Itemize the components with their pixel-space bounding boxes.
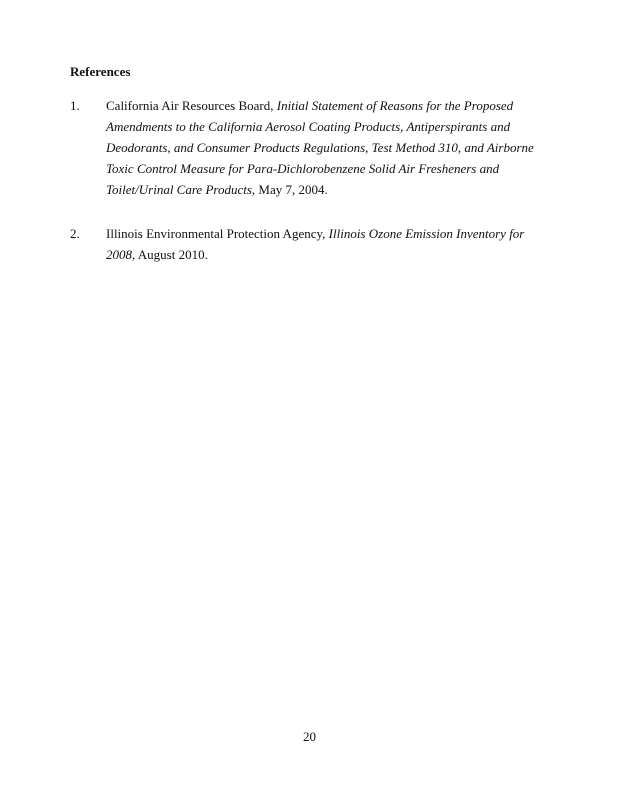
reference-text: [106, 95, 546, 200]
reference-item-2: [70, 223, 550, 265]
references-heading: References: [70, 64, 131, 79]
reference-title: Initial Statement of Reasons for the Proposed Amendments to the California Aerosol Coating Products, Antiperspirants and Deodorants, and Consumer Products Regulations, Test Method 310, and Airborne Toxic Control Measure for Para-Dichlorobenzene Solid Air Fresheners and Toilet/Urinal Care Products: [106, 98, 534, 197]
reference-item-1: [70, 95, 550, 200]
reference-text: [106, 223, 546, 265]
reference-date: , May 7, 2004.: [251, 182, 328, 197]
reference-author: California Air Resources Board,: [106, 98, 277, 113]
reference-title: Illinois Ozone Emission Inventory for 2008: [106, 226, 525, 262]
reference-author: Illinois Environmental Protection Agency,: [106, 226, 329, 241]
reference-number: 2.: [70, 226, 80, 241]
reference-number: 1.: [70, 98, 80, 113]
reference-date: , August 2010.: [132, 247, 208, 262]
page-number: 20: [303, 729, 316, 744]
